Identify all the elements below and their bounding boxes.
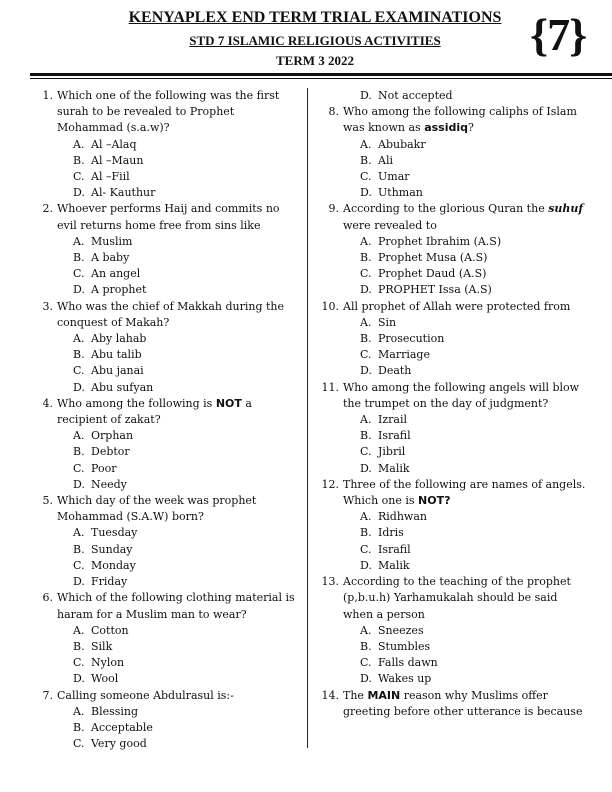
question-text-after: reason why Muslims offer greeting before other utterance is because (343, 688, 583, 718)
option-letter: A. (360, 623, 372, 637)
question-block (320, 380, 590, 477)
answer-option (73, 234, 300, 250)
option-text: Acceptable (91, 720, 153, 734)
option-letter: C. (73, 461, 85, 475)
answer-option (360, 542, 590, 558)
question-text: Which day of the week was prophet Mohammad (S.A.W) born? (57, 494, 257, 524)
option-text: Friday (91, 575, 128, 589)
header-rule-thick (30, 73, 612, 76)
question-number: 10. (321, 299, 339, 313)
options-list (73, 704, 300, 753)
option-text: Monday (91, 558, 136, 572)
question-block (320, 299, 590, 380)
option-letter: D. (360, 558, 372, 572)
answer-option (73, 720, 300, 736)
answer-option (360, 88, 590, 104)
question-block (320, 104, 590, 201)
question-block (38, 201, 300, 298)
answer-option (73, 428, 300, 444)
option-text: Jibril (378, 445, 406, 459)
question-text (57, 396, 300, 428)
answer-option (73, 671, 300, 687)
question-row (38, 493, 300, 525)
answer-option (73, 444, 300, 460)
question-text-after: were revealed to (343, 218, 437, 232)
answer-option (73, 704, 300, 720)
question-row (320, 104, 590, 136)
option-letter: C. (73, 364, 85, 378)
option-text: Israfil (378, 542, 411, 556)
answer-option (73, 623, 300, 639)
question-text-before: The (343, 688, 368, 702)
answer-option (360, 461, 590, 477)
option-text: An angel (91, 267, 141, 281)
option-text: Abu janai (91, 364, 144, 378)
question-text-before: According to the glorious Quran the (343, 202, 549, 216)
answer-option (360, 428, 590, 444)
options-list (360, 412, 590, 477)
option-letter: B. (360, 429, 372, 443)
question-row (320, 380, 590, 412)
answer-option (360, 282, 590, 298)
question-number: 6. (42, 591, 53, 605)
question-number: 9. (328, 202, 339, 216)
option-text: Sin (378, 315, 397, 329)
option-letter: C. (73, 170, 85, 184)
question-keyword: MAIN (367, 688, 401, 702)
question-block (38, 688, 300, 753)
question-text (343, 104, 590, 136)
right-column (320, 88, 590, 720)
option-text: Prosecution (378, 332, 445, 346)
option-text: Malik (378, 558, 410, 572)
option-letter: D. (360, 89, 372, 102)
option-letter: D. (360, 364, 372, 378)
answer-option (73, 153, 300, 169)
question-block (320, 201, 590, 298)
question-block (38, 493, 300, 590)
question-row (38, 688, 300, 704)
question-row (320, 574, 590, 623)
answer-option (360, 363, 590, 379)
question-text: Who was the chief of Makkah during the conquest of Makah? (57, 299, 284, 329)
left-column (38, 88, 300, 752)
answer-option (360, 412, 590, 428)
exam-header (0, 0, 612, 78)
question-text: Which one of the following was the first surah to be revealed to Prophet Mohammad (s.a.w)? (57, 89, 280, 135)
option-text: Prophet Ibrahim (A.S) (378, 234, 502, 248)
answer-option (360, 525, 590, 541)
option-text: Stumbles (378, 639, 431, 653)
question-text-before: Three of the following are names of angels. Which one is (343, 477, 586, 508)
answer-option (73, 331, 300, 347)
option-text: Uthman (378, 186, 423, 200)
question-row (38, 88, 300, 137)
option-letter: B. (73, 153, 85, 167)
question-block (38, 88, 300, 201)
option-text: Israfil (378, 429, 411, 443)
answer-option (360, 671, 590, 687)
options-list (73, 623, 300, 688)
question-number: 11. (321, 380, 339, 394)
option-text: Tuesday (91, 526, 138, 540)
options-list (360, 509, 590, 574)
option-letter: C. (73, 267, 85, 281)
option-text: Wakes up (378, 672, 432, 686)
option-letter: A. (360, 315, 372, 329)
option-letter: D. (360, 461, 372, 475)
answer-option (73, 185, 300, 201)
option-text: Prophet Musa (A.S) (378, 251, 488, 265)
option-text: Cotton (91, 623, 129, 637)
options-list (360, 234, 590, 299)
option-text: Idris (378, 526, 404, 540)
option-text: Umar (378, 170, 410, 184)
exam-term: TERM 3 2022 (276, 53, 354, 68)
option-text: Blessing (91, 704, 139, 718)
question-block (38, 299, 300, 396)
options-list (360, 137, 590, 202)
question-text-before: Who among the following caliphs of Islam was known as (343, 105, 577, 135)
option-letter: A. (360, 234, 372, 248)
option-text: Malik (378, 461, 410, 475)
option-text: Not accepted (378, 89, 453, 102)
answer-option (73, 736, 300, 752)
option-letter: C. (360, 656, 372, 670)
option-text: Sunday (91, 542, 133, 556)
answer-option (360, 558, 590, 574)
option-text: Al –Alaq (91, 137, 137, 151)
question-number: 8. (328, 105, 339, 119)
option-letter: D. (73, 283, 85, 297)
question-row (320, 299, 590, 315)
answer-option (360, 250, 590, 266)
answer-option (360, 137, 590, 153)
answer-option (73, 380, 300, 396)
answer-option (73, 461, 300, 477)
question-block (320, 574, 590, 687)
option-letter: A. (360, 413, 372, 427)
question-number: 5. (42, 494, 53, 508)
option-text: Wool (91, 672, 119, 686)
question-text-after: ? (468, 121, 474, 135)
option-letter: D. (73, 380, 85, 394)
exam-title: KENYAPLEX END TERM TRIAL EXAMINATIONS (128, 9, 502, 26)
answer-option (73, 250, 300, 266)
exam-subject: STD 7 ISLAMIC RELIGIOUS ACTIVITIES (189, 33, 441, 48)
answer-option (360, 185, 590, 201)
option-text: Al –Maun (91, 153, 144, 167)
option-letter: A. (73, 526, 85, 540)
option-letter: D. (360, 186, 372, 200)
question-text-before: Who among the following is (57, 396, 216, 410)
question-keyword: suhuf (548, 202, 584, 216)
question-block (38, 396, 300, 493)
option-text: A prophet (91, 283, 147, 297)
options-list (73, 234, 300, 299)
option-letter: B. (73, 251, 85, 265)
options-list (73, 525, 300, 590)
option-letter: B. (360, 251, 372, 265)
option-text: PROPHET Issa (A.S) (378, 283, 492, 297)
option-text: Izrail (378, 413, 407, 427)
option-text: Poor (91, 461, 117, 475)
answer-option (360, 315, 590, 331)
option-text: Falls dawn (378, 656, 438, 670)
answer-option (360, 347, 590, 363)
answer-option (360, 655, 590, 671)
options-list (73, 137, 300, 202)
answer-option (360, 639, 590, 655)
option-letter: C. (73, 558, 85, 572)
answer-option (73, 137, 300, 153)
question-number: 13. (321, 575, 339, 589)
answer-option (73, 542, 300, 558)
option-letter: A. (73, 332, 85, 346)
question-text: According to the teaching of the prophet (p,b.u.h) Yarhamukalah should be said when a person (343, 575, 571, 621)
question-row (38, 590, 300, 622)
option-text: Aby lahab (91, 332, 147, 346)
question-number: 1. (42, 89, 53, 102)
option-text: Prophet Daud (A.S) (378, 267, 487, 281)
option-text: Silk (91, 639, 113, 653)
question-row (320, 477, 590, 509)
question-block (38, 590, 300, 687)
option-letter: D. (360, 672, 372, 686)
option-letter: B. (73, 445, 85, 459)
answer-option (73, 639, 300, 655)
answer-option (360, 444, 590, 460)
option-letter: B. (360, 332, 372, 346)
option-letter: B. (360, 153, 372, 167)
answer-option (73, 282, 300, 298)
question-text: Which of the following clothing material is haram for a Muslim man to wear? (57, 591, 295, 621)
option-text: Nylon (91, 656, 125, 670)
option-text: Very good (91, 737, 147, 751)
question-text (343, 688, 590, 720)
option-text: Ridhwan (378, 510, 427, 524)
option-text: Abubakr (378, 137, 426, 151)
option-letter: A. (360, 510, 372, 524)
question-block (320, 477, 590, 574)
option-letter: D. (73, 186, 85, 200)
option-letter: C. (73, 737, 85, 751)
options-list (73, 428, 300, 493)
option-letter: A. (73, 234, 85, 248)
header-rule-thin (30, 78, 612, 79)
option-letter: B. (73, 348, 85, 362)
class-badge: {7} (530, 9, 587, 60)
option-letter: D. (73, 575, 85, 589)
option-letter: B. (73, 720, 85, 734)
options-list (73, 331, 300, 396)
answer-option (360, 234, 590, 250)
question-block (320, 688, 590, 720)
options-list (360, 623, 590, 688)
question-text: Whoever performs Haij and commits no evil returns home free from sins like (57, 202, 280, 232)
question-keyword: assidiq (424, 121, 468, 135)
option-text: Al- Kauthur (91, 186, 156, 200)
answer-option (73, 558, 300, 574)
option-text: Needy (91, 477, 127, 491)
option-text: A baby (91, 251, 130, 265)
answer-option (360, 623, 590, 639)
option-letter: D. (73, 672, 85, 686)
question-text (343, 201, 590, 233)
option-letter: D. (360, 283, 372, 297)
question-text: Calling someone Abdulrasul is:- (57, 688, 234, 702)
option-letter: C. (73, 656, 85, 670)
question-number: 4. (42, 396, 53, 410)
answer-option (73, 655, 300, 671)
option-text: Al –Fiil (91, 170, 130, 184)
question-keyword: NOT? (418, 494, 451, 508)
option-text: Death (378, 364, 412, 378)
option-letter: C. (360, 445, 372, 459)
question-keyword: NOT (215, 396, 242, 410)
option-text: Sneezes (378, 623, 424, 637)
option-text: Debtor (91, 445, 130, 459)
option-letter: A. (73, 137, 85, 151)
option-letter: A. (73, 623, 85, 637)
option-text: Marriage (378, 348, 430, 362)
option-letter: A. (360, 137, 372, 151)
option-letter: B. (73, 639, 85, 653)
question-number: 3. (42, 299, 53, 313)
option-letter: C. (360, 170, 372, 184)
option-letter: C. (360, 348, 372, 362)
option-letter: B. (360, 639, 372, 653)
option-letter: B. (73, 542, 85, 556)
answer-option (360, 169, 590, 185)
answer-option (73, 363, 300, 379)
option-text: Abu talib (91, 348, 142, 362)
question-row (320, 688, 590, 720)
question-row (320, 201, 590, 233)
answer-option (73, 347, 300, 363)
option-text: Orphan (91, 429, 134, 443)
answer-option (73, 266, 300, 282)
question-row (38, 299, 300, 331)
question-number: 7. (42, 688, 53, 702)
option-text: Muslim (91, 234, 133, 248)
question-number: 14. (321, 688, 339, 702)
answer-option (73, 525, 300, 541)
option-letter: A. (73, 704, 85, 718)
carried-option-list (360, 88, 590, 104)
option-letter: C. (360, 542, 372, 556)
question-number: 2. (42, 202, 53, 216)
option-letter: A. (73, 429, 85, 443)
answer-option (73, 169, 300, 185)
option-letter: B. (360, 526, 372, 540)
option-letter: D. (73, 477, 85, 491)
option-text: Ali (378, 153, 393, 167)
question-text: Who among the following angels will blow the trumpet on the day of judgment? (343, 380, 580, 410)
question-row (38, 201, 300, 233)
question-number: 12. (321, 477, 339, 491)
option-text: Abu sufyan (91, 380, 154, 394)
answer-option (73, 477, 300, 493)
answer-option (360, 153, 590, 169)
answer-option (73, 574, 300, 590)
question-text: All prophet of Allah were protected from (343, 299, 571, 313)
question-text (343, 477, 590, 509)
answer-option (360, 266, 590, 282)
question-text-after: a recipient of zakat? (57, 396, 252, 427)
question-row (38, 396, 300, 428)
option-letter: C. (360, 267, 372, 281)
options-list (360, 315, 590, 380)
answer-option (360, 509, 590, 525)
column-divider (307, 88, 308, 748)
answer-option (360, 331, 590, 347)
